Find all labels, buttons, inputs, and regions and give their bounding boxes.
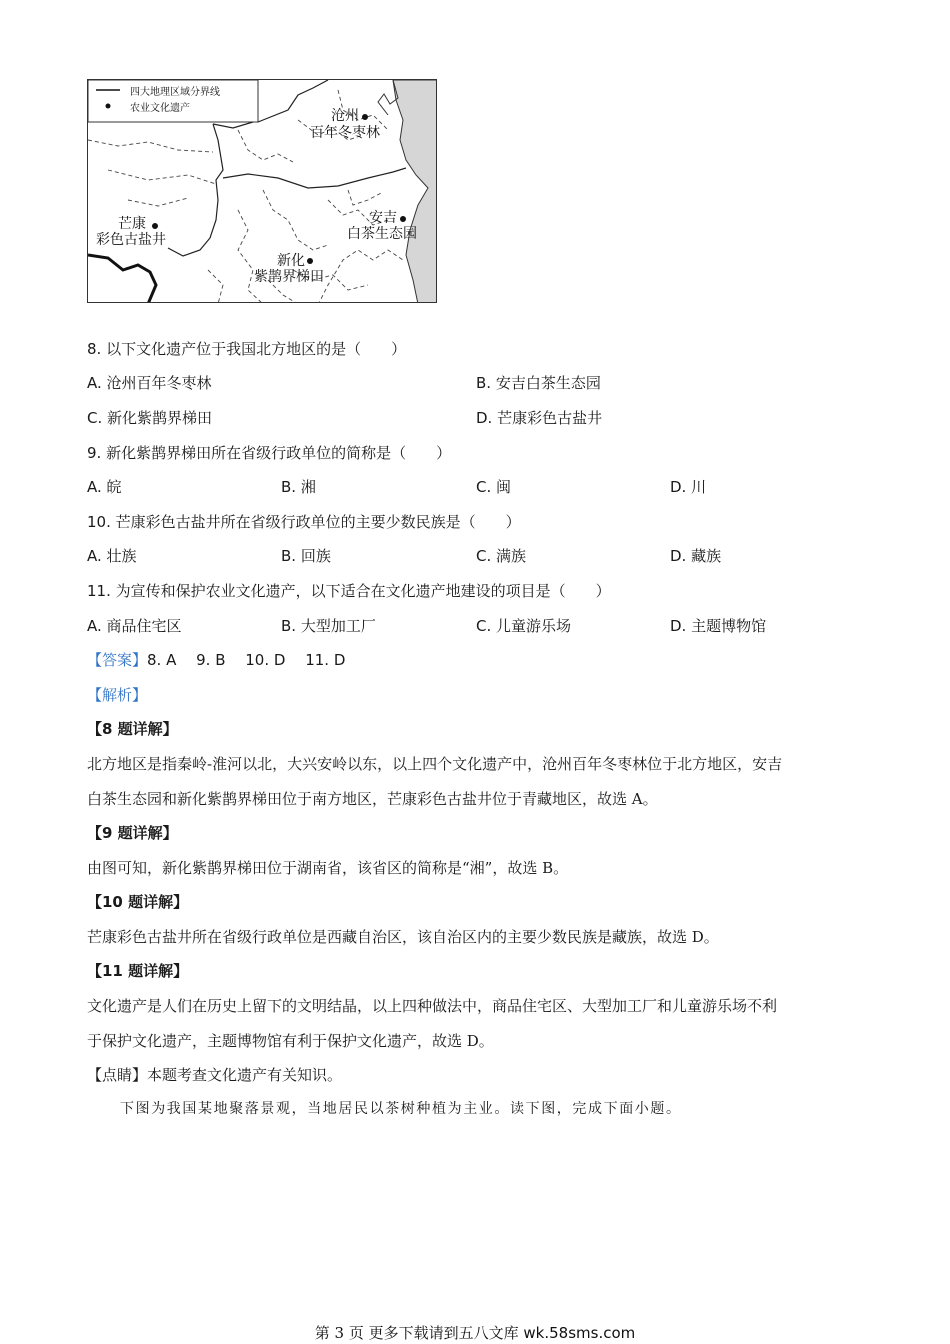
question-10-option-d: D. 藏族 — [670, 547, 722, 565]
question-11-option-d: D. 主题博物馆 — [670, 617, 767, 635]
heritage-map — [87, 79, 437, 303]
q11-detail-title: 【11 题详解】 — [87, 962, 189, 980]
answer-line — [87, 649, 345, 671]
question-10-stem: 10. 芒康彩色古盐井所在省级行政单位的主要少数民族是（ ） — [87, 513, 521, 531]
question-8-option-b: B. 安吉白茶生态园 — [476, 374, 601, 392]
mangkang-site: 彩色古盐井 — [96, 232, 166, 248]
legend-heritage-label: 农业文化遗产 — [130, 103, 190, 114]
question-8-option-a: A. 沧州百年冬枣林 — [87, 374, 212, 392]
q8-detail-title: 【8 题详解】 — [87, 720, 178, 738]
q10-detail-line-1: 芒康彩色古盐井所在省级行政单位是西藏自治区，该自治区内的主要少数民族是藏族，故选 D。 — [87, 928, 719, 946]
mangkang-name: 芒康 — [118, 216, 146, 232]
q10-detail-title: 【10 题详解】 — [87, 893, 189, 911]
page-footer — [0, 1322, 950, 1343]
q8-detail-line-2: 白茶生态园和新化紫鹊界梯田位于南方地区，芒康彩色古盐井位于青藏地区，故选 A。 — [87, 790, 658, 808]
analysis-label: 【解析】 — [87, 686, 148, 704]
question-9-stem: 9. 新化紫鹊界梯田所在省级行政单位的简称是（ ） — [87, 444, 452, 462]
question-11-option-b: B. 大型加工厂 — [281, 617, 376, 635]
anji-name: 安吉 — [369, 210, 397, 226]
key-point-note: 【点睛】本题考查文化遗产有关知识。 — [87, 1066, 343, 1084]
q11-detail-line-2: 于保护文化遗产，主题博物馆有利于保护文化遗产，故选 D。 — [87, 1032, 494, 1050]
cangzhou-site: 百年冬枣林 — [310, 125, 380, 141]
question-8-stem: 8. 以下文化遗产位于我国北方地区的是（ ） — [87, 340, 407, 358]
q9-detail-title: 【9 题详解】 — [87, 824, 178, 842]
cangzhou-name: 沧州 — [331, 108, 359, 124]
question-9-option-c: C. 闽 — [476, 478, 512, 496]
footer-site-link[interactable]: wk.58sms.com — [523, 1324, 636, 1342]
question-9-option-d: D. 川 — [670, 478, 707, 496]
question-11-option-c: C. 儿童游乐场 — [476, 617, 572, 635]
question-8-option-d: D. 芒康彩色古盐井 — [476, 409, 603, 427]
footer-page-text: 第 3 页 更多下载请到五八文库 — [314, 1324, 519, 1342]
q8-detail-line-1: 北方地区是指秦岭-淮河以北，大兴安岭以东，以上四个文化遗产中，沧州百年冬枣林位于北方地区，安吉 — [87, 755, 783, 773]
question-8-option-c: C. 新化紫鹊界梯田 — [87, 409, 213, 427]
anji-site: 白茶生态园 — [347, 226, 417, 242]
question-11-stem: 11. 为宣传和保护农业文化遗产，以下适合在文化遗产地建设的项目是（ ） — [87, 582, 611, 600]
q9-detail-line-1: 由图可知，新化紫鹊界梯田位于湖南省，该省区的简称是“湘”，故选 B。 — [87, 859, 569, 877]
question-10-option-a: A. 壮族 — [87, 547, 137, 565]
answer-text: 8. A 9. B 10. D 11. D — [147, 651, 346, 669]
xinhua-site: 紫鹊界梯田 — [254, 269, 324, 285]
question-10-option-c: C. 满族 — [476, 547, 527, 565]
question-9-option-a: A. 皖 — [87, 478, 122, 496]
q11-detail-line-1: 文化遗产是人们在历史上留下的文明结晶，以上四种做法中，商品住宅区、大型加工厂和儿童游乐场不利 — [87, 997, 778, 1015]
xinhua-name: 新化 — [277, 253, 305, 269]
legend-boundary-label: 四大地理区域分界线 — [130, 87, 220, 98]
question-11-option-a: A. 商品住宅区 — [87, 617, 182, 635]
next-section-intro: 下图为我国某地聚落景观，当地居民以茶树种植为主业。读下图，完成下面小题。 — [120, 1101, 682, 1117]
question-9-option-b: B. 湘 — [281, 478, 316, 496]
question-10-option-b: B. 回族 — [281, 547, 331, 565]
answer-label: 【答案】 — [87, 651, 148, 669]
